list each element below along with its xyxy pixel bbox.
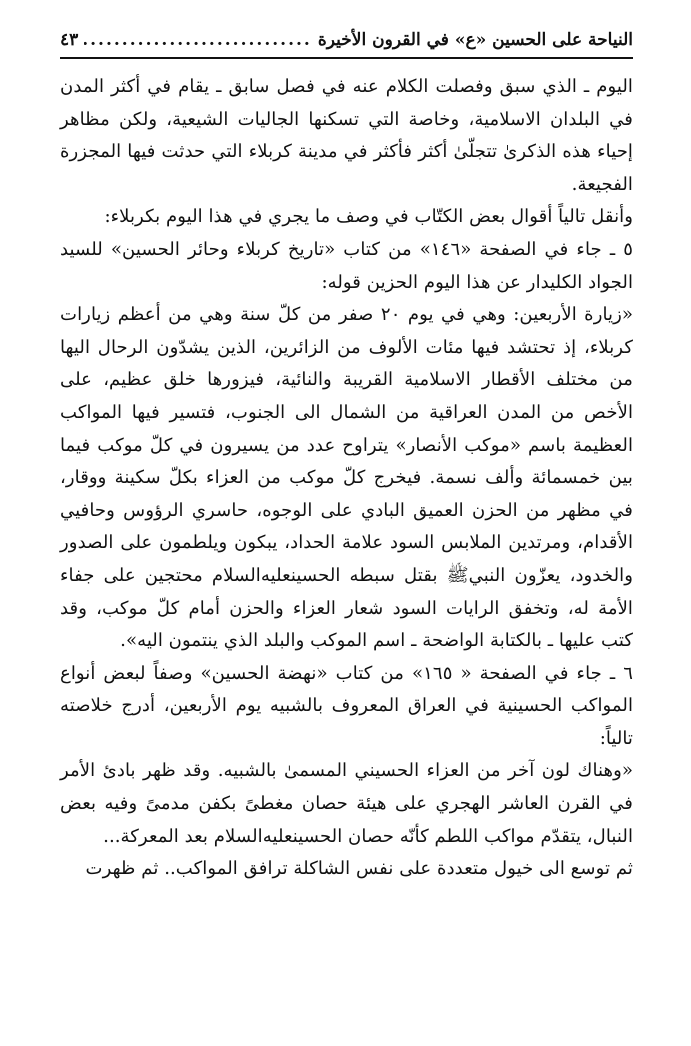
paragraph: اليوم ـ الذي سبق وفصلت الكلام عنه في فصل سابق ـ يقام في أكثر المدن في البلدان الاسلامية، وخاصة التي تسكنها الجاليات الشيعية، ولكن مظاهر إحياء هذه الذكرىٰ تتجلّىٰ أكثر فأكثر في مدينة كربلاء التي حدثت فيها المجزرة الفجيعة. xyxy=(60,76,633,195)
paragraph: ثم توسع الى خيول متعددة على نفس الشاكلة ترافق المواكب.. ثم ظهرت xyxy=(85,858,633,880)
running-header xyxy=(60,30,633,59)
paragraph: ٦ ـ جاء في الصفحة « ١٦٥» من كتاب «نهضة الحسين» وصفاً لبعض أنواع المواكب الحسينية في العراق المعروف بالشبيه يوم الأربعين، أدرج خلاصته تالياً: xyxy=(60,662,633,749)
page-body xyxy=(60,71,633,886)
page-number: ٤٣ xyxy=(60,30,79,50)
running-title: النياحة على الحسين «ع» في القرون الأخيرة xyxy=(317,30,633,50)
dot-leader xyxy=(84,30,312,50)
paragraph: «وهناك لون آخر من العزاء الحسيني المسمىٰ بالشبيه. وقد ظهر بادئ الأمر في القرن العاشر الهجري على هيئة حصان مغطىً بكفن مدمىً وفيه بعض النبال، يتقدّم مواكب اللطم كأنّه حصان الحسينعليه‌السلام بعد المعركة... xyxy=(60,760,633,847)
paragraph: وأنقل تالياً أقوال بعض الكتّاب في وصف ما يجري في هذا اليوم بكربلاء: xyxy=(104,206,633,228)
paragraph: «زيارة الأربعين: وهي في يوم ٢٠ صفر من كلّ سنة وهي من أعظم زيارات كربلاء، إذ تحتشد فيها مئات الألوف من الزائرين، الذين يشدّون الرحال اليها من مختلف الأقطار الاسلامية القريبة والنائية، فيزورها خلق عظيم، على الأخص من المدن العراقية من الشمال الى الجنوب، فتسير فيها المواكب العظيمة باسم «موكب الأنصار» يتراوح عدد من يسيرون في كلّ موكب فيما بين خمسمائة وألف نسمة. فيخرج كلّ موكب من العزاء بكلّ سكينة ووقار، في مظهر من الحزن العميق البادي على الوجوه، حاسري الرؤوس وحافيي الأقدام، ومرتدين الملابس السود علامة الحداد، يبكون ويلطمون على الصدور والخدود، يعزّون النبيﷺ بقتل سبطه الحسينعليه‌السلام محتجين على جفاء الأمة له، وتخفق الرايات السود شعار العزاء والحزن أمام كلّ موكب، وقد كتب عليها ـ بالكتابة الواضحة ـ اسم الموكب والبلد الذي ينتمون اليه». xyxy=(60,304,633,652)
paragraph: ٥ ـ جاء في الصفحة «١٤٦» من كتاب «تاريخ كربلاء وحائر الحسين» للسيد الجواد الكليدار عن هذا اليوم الحزين قوله: xyxy=(60,238,633,293)
